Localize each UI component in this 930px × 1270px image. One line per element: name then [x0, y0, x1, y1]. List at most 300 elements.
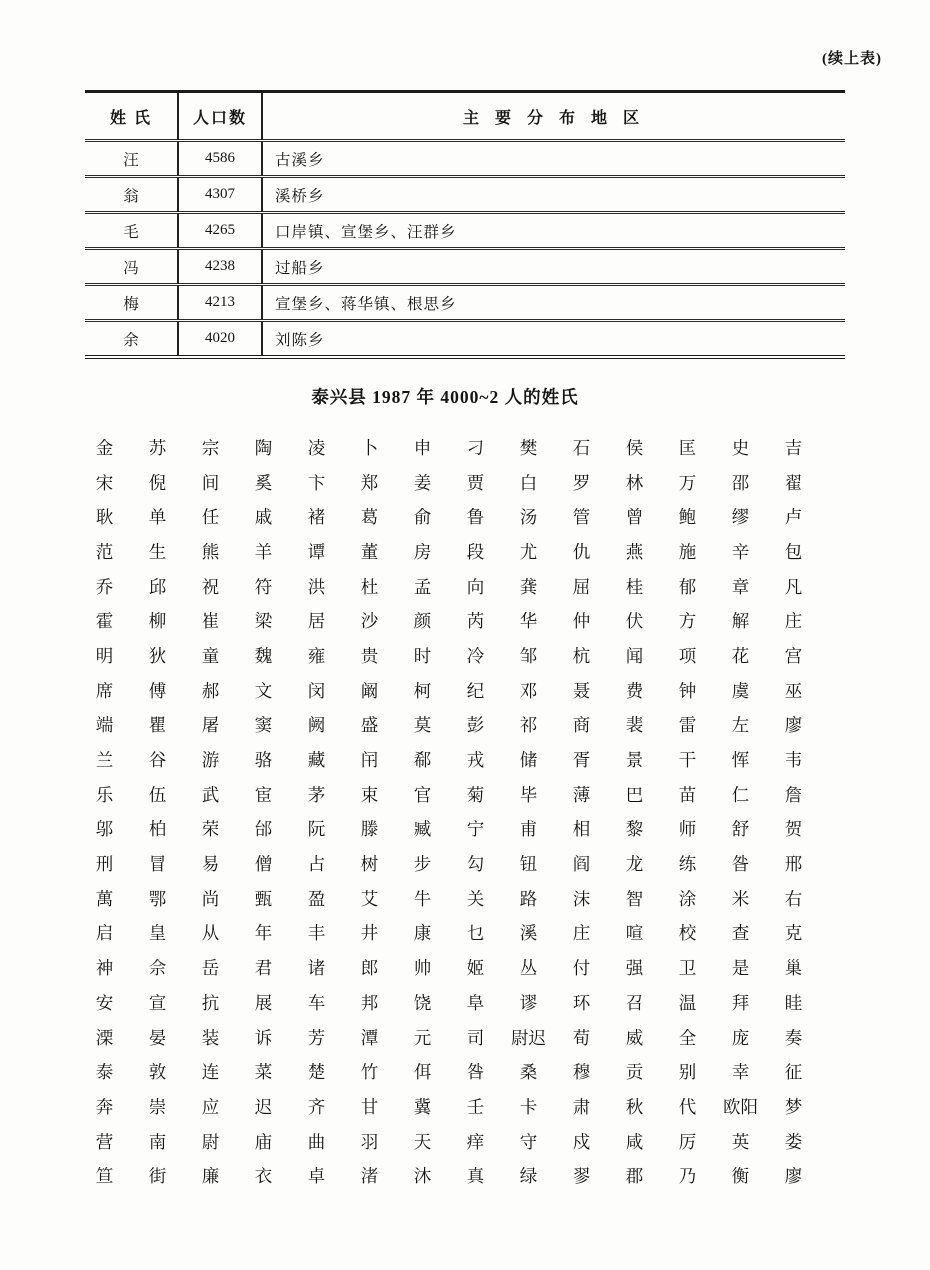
- population-cell: 4586: [178, 141, 262, 177]
- grid-surname-cell: 庞: [731, 1027, 750, 1048]
- grid-surname-cell: 郎: [360, 958, 379, 979]
- grid-surname-cell: 壬: [466, 1096, 485, 1117]
- grid-surname-cell: 关: [466, 888, 485, 909]
- grid-surname-cell: 相: [572, 819, 591, 840]
- grid-surname-cell: 瞿: [148, 715, 167, 736]
- grid-surname-cell: 康: [413, 923, 432, 944]
- grid-surname-cell: 巢: [784, 958, 803, 979]
- grid-surname-cell: 阜: [466, 992, 485, 1013]
- grid-surname-cell: 芮: [466, 611, 485, 632]
- grid-surname-cell: 芳: [307, 1027, 326, 1048]
- grid-surname-cell: 溪: [519, 923, 538, 944]
- grid-surname-cell: 荀: [572, 1027, 591, 1048]
- grid-surname-cell: 渚: [360, 1166, 379, 1187]
- grid-surname-cell: 肃: [572, 1096, 591, 1117]
- grid-surname-cell: 颜: [413, 611, 432, 632]
- surname-table-body: [85, 141, 845, 358]
- grid-surname-cell: 井: [360, 923, 379, 944]
- grid-surname-cell: 项: [678, 645, 697, 666]
- grid-surname-cell: 杜: [360, 576, 379, 597]
- grid-surname-cell: 戚: [254, 507, 273, 528]
- grid-surname-cell: 庄: [572, 923, 591, 944]
- grid-surname-cell: 闻: [625, 645, 644, 666]
- grid-surname-cell: 是: [731, 958, 750, 979]
- grid-surname-cell: 穆: [572, 1062, 591, 1083]
- grid-surname-cell: 窦: [254, 715, 273, 736]
- grid-surname-cell: 骆: [254, 750, 273, 771]
- grid-surname-cell: 钮: [519, 854, 538, 875]
- grid-surname-cell: 任: [201, 507, 220, 528]
- grid-surname-cell: 安: [95, 992, 114, 1013]
- grid-surname-cell: 竹: [360, 1062, 379, 1083]
- grid-surname-cell: 郁: [678, 576, 697, 597]
- grid-surname-cell: 房: [413, 541, 432, 562]
- grid-surname-cell: 艾: [360, 888, 379, 909]
- grid-surname-cell: 樊: [519, 437, 538, 458]
- grid-surname-cell: 茅: [307, 784, 326, 805]
- grid-surname-cell: 代: [678, 1096, 697, 1117]
- grid-surname-cell: 羽: [360, 1131, 379, 1152]
- grid-surname-cell: 迟: [254, 1096, 273, 1117]
- grid-surname-cell: 梁: [254, 611, 273, 632]
- grid-surname-cell: 克: [784, 923, 803, 944]
- areas-cell: 溪桥乡: [262, 177, 845, 213]
- grid-surname-cell: 卓: [307, 1166, 326, 1187]
- grid-surname-cell: 莫: [413, 715, 432, 736]
- population-cell: 4307: [178, 177, 262, 213]
- grid-surname-cell: 伍: [148, 784, 167, 805]
- grid-surname-cell: 符: [254, 576, 273, 597]
- grid-surname-cell: 范: [95, 541, 114, 562]
- grid-surname-cell: 巴: [625, 784, 644, 805]
- grid-surname-cell: 彭: [466, 715, 485, 736]
- grid-surname-cell: 路: [519, 888, 538, 909]
- grid-surname-cell: 刁: [466, 437, 485, 458]
- grid-surname-cell: 宦: [254, 784, 273, 805]
- grid-surname-cell: 荣: [201, 819, 220, 840]
- grid-surname-cell: 束: [360, 784, 379, 805]
- grid-surname-cell: 厉: [678, 1131, 697, 1152]
- grid-surname-cell: 阮: [307, 819, 326, 840]
- grid-surname-cell: 皇: [148, 923, 167, 944]
- grid-surname-cell: 羊: [254, 541, 273, 562]
- grid-surname-cell: 街: [148, 1166, 167, 1187]
- grid-surname-cell: 溧: [95, 1027, 114, 1048]
- grid-surname-cell: 桂: [625, 576, 644, 597]
- grid-surname-cell: 年: [254, 923, 273, 944]
- surname-population-table: [85, 90, 845, 359]
- grid-surname-cell: 席: [95, 680, 114, 701]
- population-cell: 4265: [178, 213, 262, 249]
- grid-surname-cell: 尤: [519, 541, 538, 562]
- grid-surname-cell: 姜: [413, 472, 432, 493]
- grid-surname-cell: 向: [466, 576, 485, 597]
- grid-surname-cell: 车: [307, 992, 326, 1013]
- grid-surname-cell: 商: [572, 715, 591, 736]
- grid-surname-cell: 别: [678, 1062, 697, 1083]
- grid-surname-cell: 武: [201, 784, 220, 805]
- grid-surname-cell: 郝: [201, 680, 220, 701]
- grid-surname-cell: 全: [678, 1027, 697, 1048]
- grid-surname-cell: 郗: [413, 750, 432, 771]
- grid-surname-cell: 乔: [95, 576, 114, 597]
- grid-surname-cell: 邓: [519, 680, 538, 701]
- grid-surname-cell: 柳: [148, 611, 167, 632]
- grid-surname-cell: 丰: [307, 923, 326, 944]
- grid-surname-cell: 廖: [784, 1166, 803, 1187]
- grid-surname-cell: 勾: [466, 854, 485, 875]
- grid-surname-cell: 鲁: [466, 507, 485, 528]
- grid-surname-cell: 龚: [519, 576, 538, 597]
- grid-surname-cell: 杭: [572, 645, 591, 666]
- grid-surname-cell: 屈: [572, 576, 591, 597]
- grid-surname-cell: 钟: [678, 680, 697, 701]
- grid-surname-cell: 崔: [201, 611, 220, 632]
- grid-surname-cell: 练: [678, 854, 697, 875]
- grid-surname-cell: 苏: [148, 437, 167, 458]
- grid-surname-cell: 柏: [148, 819, 167, 840]
- grid-surname-cell: 梦: [784, 1096, 803, 1117]
- grid-surname-cell: 柯: [413, 680, 432, 701]
- grid-surname-cell: 藏: [307, 750, 326, 771]
- grid-surname-cell: 曾: [625, 507, 644, 528]
- grid-surname-cell: 威: [625, 1027, 644, 1048]
- grid-surname-cell: 占: [307, 854, 326, 875]
- grid-surname-cell: 菊: [466, 784, 485, 805]
- grid-surname-cell: 韦: [784, 750, 803, 771]
- table-row: [85, 285, 845, 321]
- grid-surname-cell: 应: [201, 1096, 220, 1117]
- grid-surname-cell: 晏: [148, 1027, 167, 1048]
- grid-surname-cell: 乜: [466, 923, 485, 944]
- grid-surname-cell: 郑: [360, 472, 379, 493]
- grid-surname-cell: 诸: [307, 958, 326, 979]
- grid-surname-cell: 姬: [466, 958, 485, 979]
- surname-cell: 毛: [85, 213, 178, 249]
- grid-surname-cell: 秋: [625, 1096, 644, 1117]
- grid-surname-cell: 君: [254, 958, 273, 979]
- grid-surname-cell: 聂: [572, 680, 591, 701]
- grid-surname-cell: 拜: [731, 992, 750, 1013]
- grid-surname-cell: 间: [201, 472, 220, 493]
- grid-surname-cell: 鄂: [148, 888, 167, 909]
- grid-surname-cell: 沫: [572, 888, 591, 909]
- grid-surname-cell: 岳: [201, 958, 220, 979]
- grid-surname-cell: 官: [413, 784, 432, 805]
- grid-surname-cell: 刑: [95, 854, 114, 875]
- grid-surname-cell: 薄: [572, 784, 591, 805]
- grid-surname-cell: 欧阳: [723, 1096, 758, 1117]
- grid-surname-cell: 黎: [625, 819, 644, 840]
- grid-surname-cell: 居: [307, 611, 326, 632]
- grid-surname-cell: 龙: [625, 854, 644, 875]
- grid-surname-cell: 甫: [519, 819, 538, 840]
- grid-surname-cell: 盛: [360, 715, 379, 736]
- grid-surname-cell: 衡: [731, 1166, 750, 1187]
- grid-surname-cell: 宗: [201, 437, 220, 458]
- grid-surname-cell: 苗: [678, 784, 697, 805]
- grid-surname-cell: 倪: [148, 472, 167, 493]
- grid-surname-cell: 臧: [413, 819, 432, 840]
- grid-surname-cell: 帅: [413, 958, 432, 979]
- grid-surname-cell: 尉: [201, 1131, 220, 1152]
- grid-surname-cell: 仇: [572, 541, 591, 562]
- grid-surname-cell: 童: [201, 645, 220, 666]
- population-cell: 4238: [178, 249, 262, 285]
- grid-surname-cell: 陶: [254, 437, 273, 458]
- grid-surname-cell: 戍: [572, 1131, 591, 1152]
- surname-cell: 汪: [85, 141, 178, 177]
- grid-surname-cell: 巫: [784, 680, 803, 701]
- table-header: [85, 92, 845, 141]
- grid-surname-cell: 缪: [731, 507, 750, 528]
- grid-surname-cell: 幸: [731, 1062, 750, 1083]
- grid-surname-cell: 乃: [678, 1166, 697, 1187]
- grid-surname-cell: 文: [254, 680, 273, 701]
- grid-surname-cell: 树: [360, 854, 379, 875]
- grid-surname-cell: 褚: [307, 507, 326, 528]
- grid-surname-cell: 贾: [466, 472, 485, 493]
- grid-surname-cell: 祁: [519, 715, 538, 736]
- surname-cell: 梅: [85, 285, 178, 321]
- grid-surname-cell: 付: [572, 958, 591, 979]
- grid-surname-cell: 贵: [360, 645, 379, 666]
- grid-surname-cell: 庙: [254, 1131, 273, 1152]
- grid-surname-cell: 董: [360, 541, 379, 562]
- grid-surname-cell: 奏: [784, 1027, 803, 1048]
- grid-surname-cell: 右: [784, 888, 803, 909]
- grid-surname-cell: 滕: [360, 819, 379, 840]
- grid-surname-cell: 孟: [413, 576, 432, 597]
- grid-surname-cell: 抗: [201, 992, 220, 1013]
- grid-surname-cell: 司: [466, 1027, 485, 1048]
- grid-surname-cell: 真: [466, 1166, 485, 1187]
- grid-surname-cell: 庄: [784, 611, 803, 632]
- grid-surname-cell: 泰: [95, 1062, 114, 1083]
- grid-surname-cell: 环: [572, 992, 591, 1013]
- grid-surname-cell: 傅: [148, 680, 167, 701]
- grid-surname-cell: 方: [678, 611, 697, 632]
- grid-surname-cell: 毕: [519, 784, 538, 805]
- grid-surname-cell: 谭: [307, 541, 326, 562]
- grid-surname-cell: 僧: [254, 854, 273, 875]
- grid-surname-cell: 邹: [519, 645, 538, 666]
- grid-surname-cell: 冒: [148, 854, 167, 875]
- grid-surname-cell: 裴: [625, 715, 644, 736]
- grid-surname-cell: 鲍: [678, 507, 697, 528]
- grid-surname-cell: 奚: [254, 472, 273, 493]
- grid-surname-cell: 詹: [784, 784, 803, 805]
- grid-surname-cell: 冀: [413, 1096, 432, 1117]
- grid-surname-cell: 林: [625, 472, 644, 493]
- population-column-header: 人口数: [178, 92, 262, 141]
- grid-surname-cell: 咸: [625, 1131, 644, 1152]
- grid-surname-cell: 盈: [307, 888, 326, 909]
- table-row: [85, 141, 845, 177]
- grid-surname-cell: 卡: [519, 1096, 538, 1117]
- grid-surname-cell: 齐: [307, 1096, 326, 1117]
- grid-surname-cell: 沐: [413, 1166, 432, 1187]
- grid-surname-cell: 楚: [307, 1062, 326, 1083]
- areas-cell: 宣堡乡、蒋华镇、根思乡: [262, 285, 845, 321]
- grid-surname-cell: 英: [731, 1131, 750, 1152]
- grid-surname-cell: 解: [731, 611, 750, 632]
- grid-surname-cell: 包: [784, 541, 803, 562]
- areas-cell: 口岸镇、宣堡乡、汪群乡: [262, 213, 845, 249]
- grid-surname-cell: 卞: [307, 472, 326, 493]
- grid-surname-cell: 易: [201, 854, 220, 875]
- grid-surname-cell: 明: [95, 645, 114, 666]
- grid-surname-cell: 萬: [95, 888, 114, 909]
- grid-surname-cell: 崇: [148, 1096, 167, 1117]
- grid-surname-cell: 干: [678, 750, 697, 771]
- grid-surname-cell: 纪: [466, 680, 485, 701]
- grid-surname-cell: 恽: [731, 750, 750, 771]
- surname-cell: 余: [85, 321, 178, 358]
- grid-surname-cell: 冷: [466, 645, 485, 666]
- grid-surname-cell: 申: [413, 437, 432, 458]
- grid-surname-cell: 舒: [731, 819, 750, 840]
- grid-surname-cell: 卜: [360, 437, 379, 458]
- grid-surname-cell: 燕: [625, 541, 644, 562]
- grid-surname-cell: 凌: [307, 437, 326, 458]
- grid-surname-cell: 绿: [519, 1166, 538, 1187]
- grid-surname-cell: 卫: [678, 958, 697, 979]
- table-header-row: [85, 92, 845, 141]
- grid-surname-cell: 卢: [784, 507, 803, 528]
- grid-surname-cell: 奔: [95, 1096, 114, 1117]
- grid-surname-cell: 潭: [360, 1027, 379, 1048]
- grid-surname-cell: 步: [413, 854, 432, 875]
- grid-surname-cell: 谷: [148, 750, 167, 771]
- section-title: 泰兴县 1987 年 4000~2 人的姓氏: [311, 387, 579, 407]
- grid-surname-cell: 丛: [519, 958, 538, 979]
- table-row: [85, 249, 845, 285]
- surname-grid: [78, 430, 820, 1193]
- grid-surname-cell: 金: [95, 437, 114, 458]
- grid-surname-cell: 征: [784, 1062, 803, 1083]
- grid-surname-cell: 翟: [784, 472, 803, 493]
- grid-surname-cell: 管: [572, 507, 591, 528]
- grid-surname-cell: 邢: [784, 854, 803, 875]
- grid-surname-cell: 强: [625, 958, 644, 979]
- grid-surname-cell: 牛: [413, 888, 432, 909]
- grid-surname-cell: 笪: [95, 1166, 114, 1187]
- grid-surname-cell: 南: [148, 1131, 167, 1152]
- grid-surname-cell: 阎: [572, 854, 591, 875]
- grid-surname-cell: 翏: [572, 1166, 591, 1187]
- surname-column-header: 姓 氏: [85, 92, 178, 141]
- areas-cell: 刘陈乡: [275, 331, 325, 349]
- grid-surname-cell: 衣: [254, 1166, 273, 1187]
- grid-surname-cell: 敦: [148, 1062, 167, 1083]
- surname-cell: 翁: [85, 177, 178, 213]
- grid-surname-cell: 汤: [519, 507, 538, 528]
- grid-surname-cell: 师: [678, 819, 697, 840]
- grid-surname-cell: 辛: [731, 541, 750, 562]
- grid-surname-cell: 元: [413, 1027, 432, 1048]
- grid-surname-cell: 屠: [201, 715, 220, 736]
- grid-surname-cell: 装: [201, 1027, 220, 1048]
- grid-surname-cell: 白: [519, 472, 538, 493]
- grid-surname-cell: 吉: [784, 437, 803, 458]
- grid-surname-cell: 宫: [784, 645, 803, 666]
- grid-surname-cell: 涂: [678, 888, 697, 909]
- grid-surname-cell: 邰: [254, 819, 273, 840]
- grid-surname-cell: 洪: [307, 576, 326, 597]
- grid-surname-cell: 贺: [784, 819, 803, 840]
- grid-surname-cell: 生: [148, 541, 167, 562]
- grid-surname-cell: 段: [466, 541, 485, 562]
- grid-surname-cell: 咎: [466, 1062, 485, 1083]
- grid-surname-cell: 时: [413, 645, 432, 666]
- table-row: [85, 177, 845, 213]
- grid-surname-cell: 耿: [95, 507, 114, 528]
- grid-surname-cell: 章: [731, 576, 750, 597]
- grid-surname-cell: 连: [201, 1062, 220, 1083]
- grid-surname-cell: 雷: [678, 715, 697, 736]
- grid-surname-cell: 霍: [95, 611, 114, 632]
- grid-surname-cell: 贡: [625, 1062, 644, 1083]
- grid-surname-cell: 宁: [466, 819, 485, 840]
- grid-surname-cell: 喧: [625, 923, 644, 944]
- grid-surname-cell: 阙: [307, 715, 326, 736]
- grid-surname-cell: 左: [731, 715, 750, 736]
- grid-surname-cell: 昝: [731, 854, 750, 875]
- grid-surname-cell: 廉: [201, 1166, 220, 1187]
- grid-surname-cell: 雍: [307, 645, 326, 666]
- grid-surname-cell: 狄: [148, 645, 167, 666]
- grid-surname-cell: 乐: [95, 784, 114, 805]
- grid-surname-cell: 从: [201, 923, 220, 944]
- grid-surname-cell: 储: [519, 750, 538, 771]
- grid-surname-cell: 万: [678, 472, 697, 493]
- grid-surname-cell: 凡: [784, 576, 803, 597]
- grid-surname-cell: 甄: [254, 888, 273, 909]
- grid-surname-cell: 熊: [201, 541, 220, 562]
- grid-surname-cell: 饶: [413, 992, 432, 1013]
- grid-surname-cell: 校: [678, 923, 697, 944]
- grid-surname-cell: 华: [519, 611, 538, 632]
- grid-surname-cell: 石: [572, 437, 591, 458]
- grid-surname-cell: 景: [625, 750, 644, 771]
- areas-cell: 古溪乡: [262, 141, 845, 177]
- table-row: [85, 321, 845, 358]
- grid-surname-cell: 葛: [360, 507, 379, 528]
- grid-surname-cell: 邵: [731, 472, 750, 493]
- grid-surname-cell: 娄: [784, 1131, 803, 1152]
- grid-surname-cell: 米: [731, 888, 750, 909]
- grid-surname-cell: 曲: [307, 1131, 326, 1152]
- grid-surname-cell: 匡: [678, 437, 697, 458]
- grid-surname-cell: 桑: [519, 1062, 538, 1083]
- population-cell: 4020: [178, 321, 262, 358]
- grid-surname-cell: 营: [95, 1131, 114, 1152]
- grid-surname-cell: 仲: [572, 611, 591, 632]
- grid-surname-cell: 游: [201, 750, 220, 771]
- grid-surname-cell: 仁: [731, 784, 750, 805]
- grid-surname-cell: 俞: [413, 507, 432, 528]
- grid-surname-cell: 守: [519, 1131, 538, 1152]
- grid-surname-cell: 智: [625, 888, 644, 909]
- grid-surname-cell: 胥: [572, 750, 591, 771]
- grid-surname-cell: 侯: [625, 437, 644, 458]
- grid-surname-cell: 宣: [148, 992, 167, 1013]
- grid-surname-cell: 启: [95, 923, 114, 944]
- grid-surname-cell: 痒: [466, 1131, 485, 1152]
- grid-surname-cell: 谬: [519, 992, 538, 1013]
- grid-surname-cell: 邦: [360, 992, 379, 1013]
